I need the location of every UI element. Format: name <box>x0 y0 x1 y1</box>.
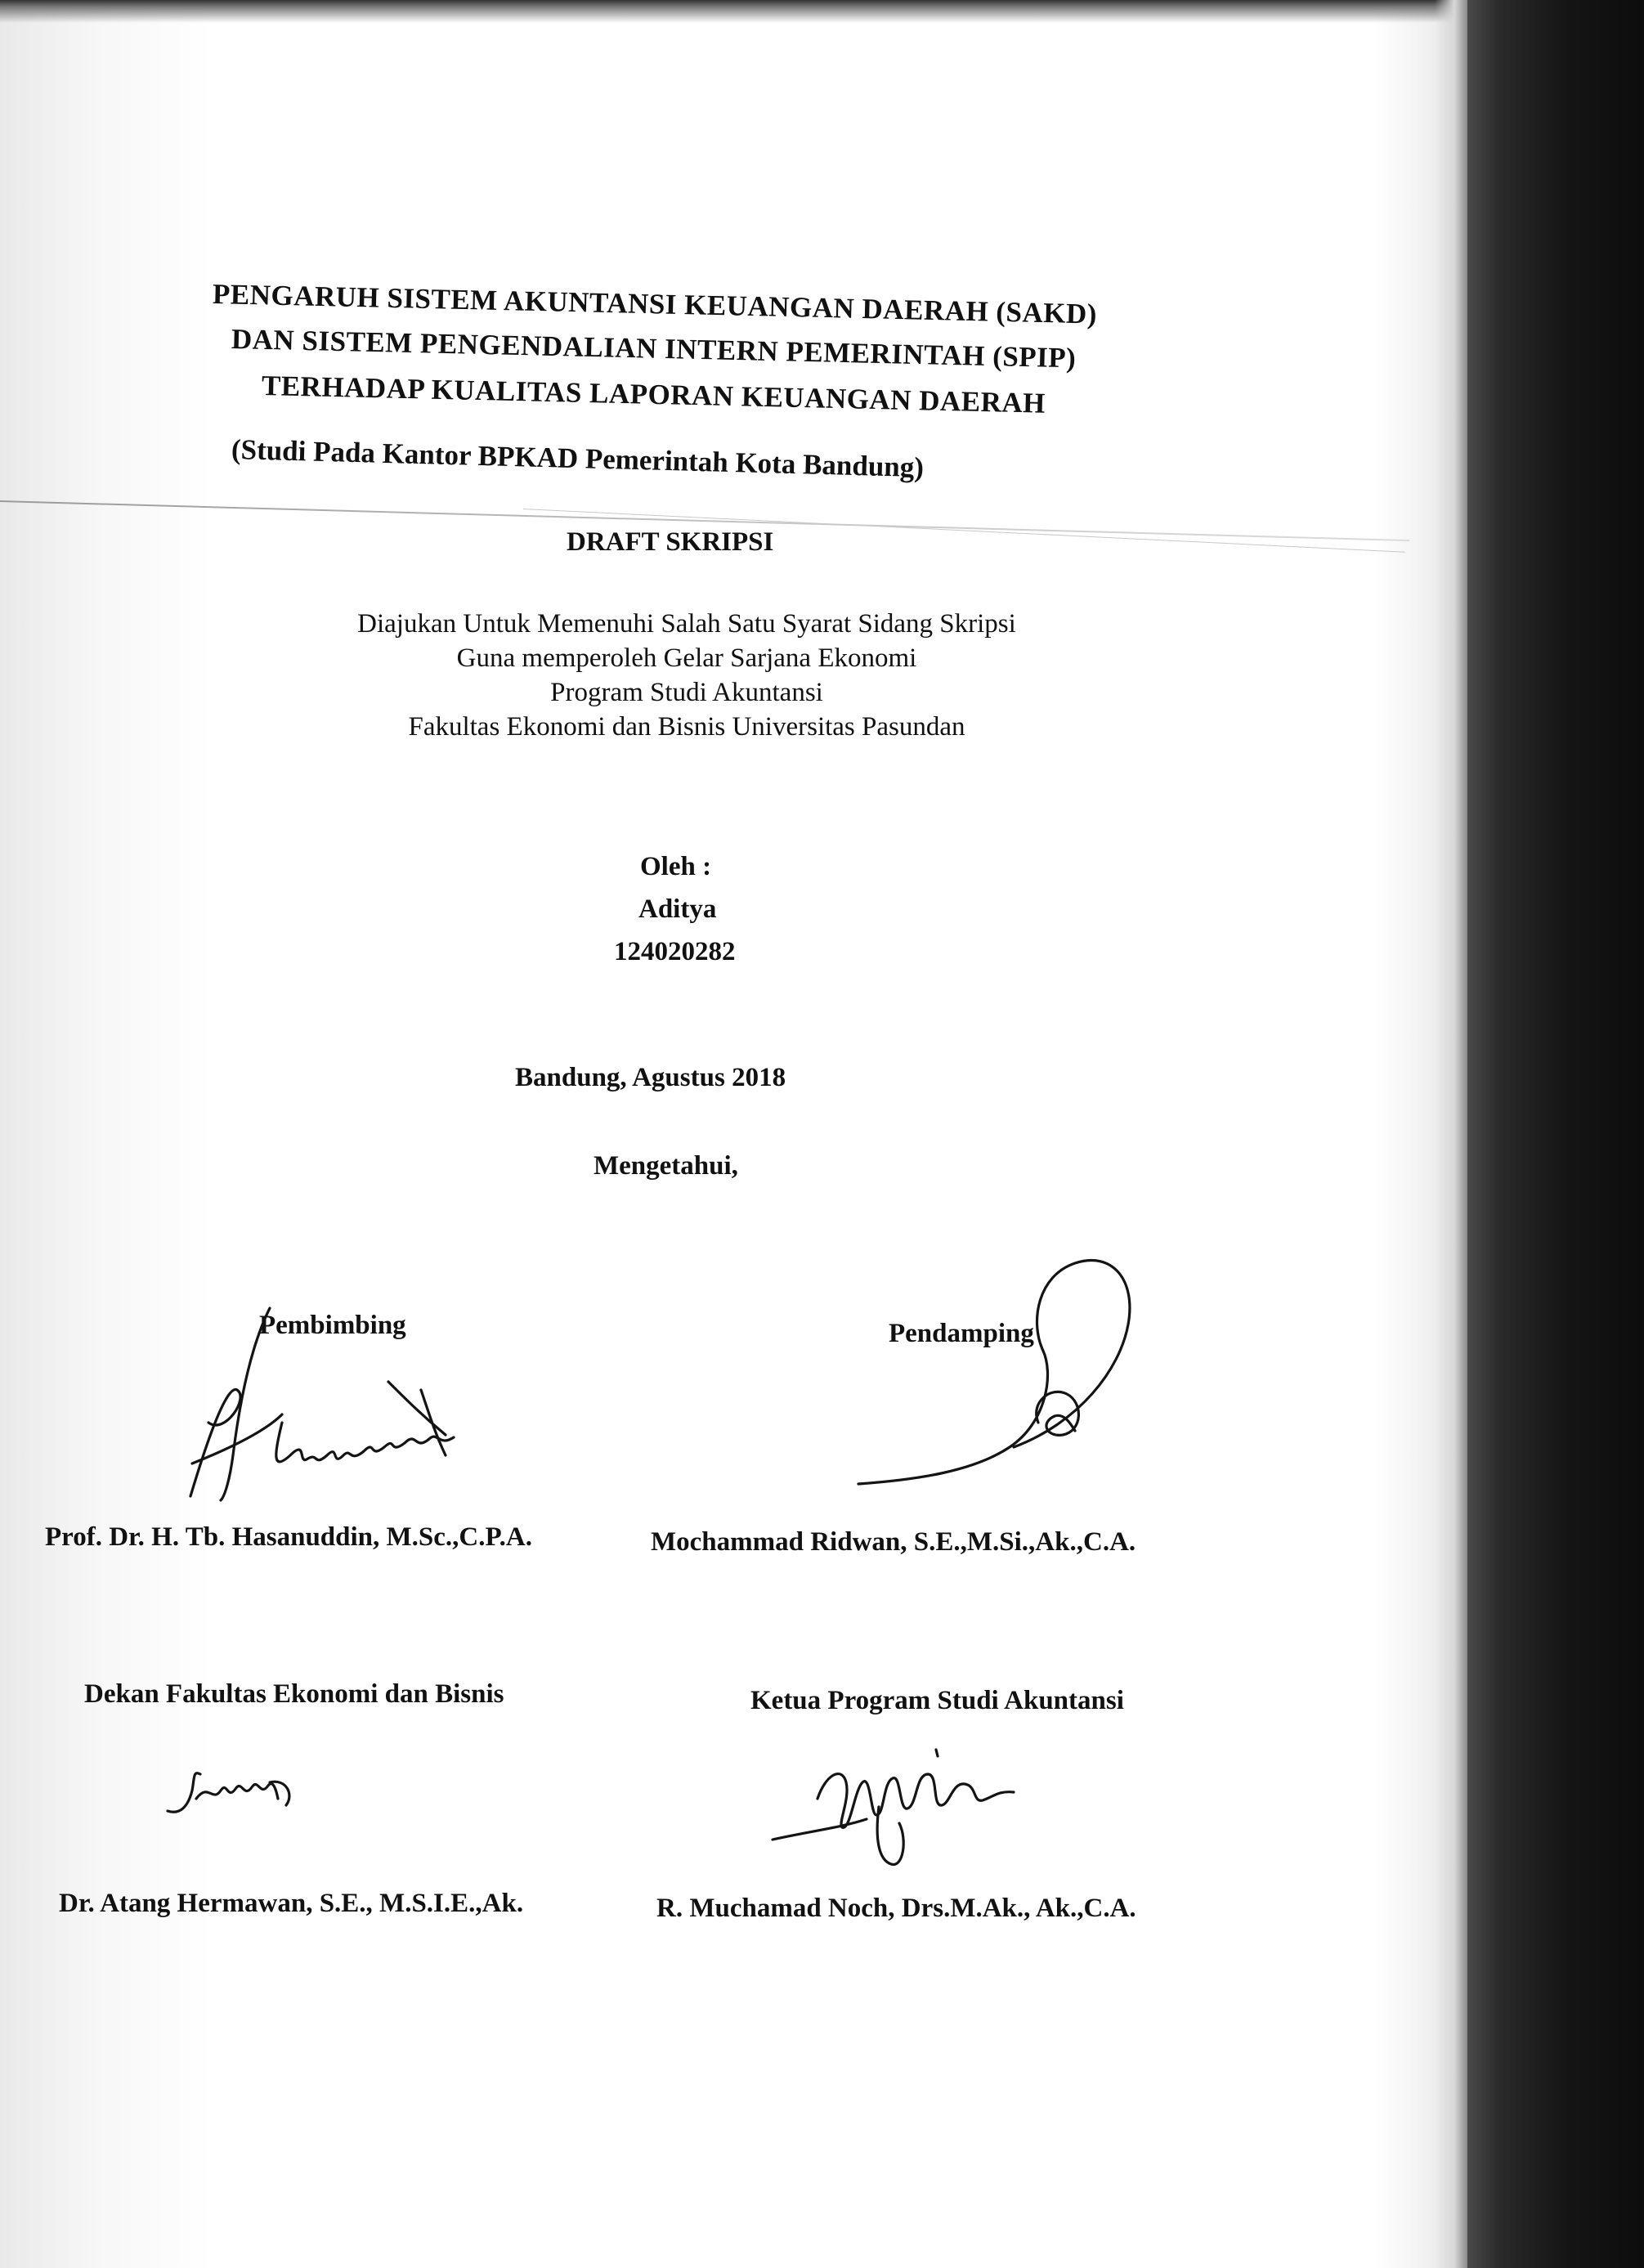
advisor-role: Pembimbing <box>259 1311 406 1340</box>
by-label: Oleh : <box>640 852 712 881</box>
study-location: (Studi Pada Kantor BPKAD Pemerintah Kota Bandung) <box>231 433 925 484</box>
purpose-line-4: Fakultas Ekonomi dan Bisnis Universitas Pasundan <box>408 712 965 742</box>
program-head-role: Ketua Program Studi Akuntansi <box>750 1686 1124 1715</box>
document-type: DRAFT SKRIPSI <box>567 527 774 557</box>
co-advisor-signature <box>850 1235 1145 1496</box>
acknowledged-label: Mengetahui, <box>594 1151 738 1181</box>
purpose-line-2: Guna memperoleh Gelar Sarjana Ekonomi <box>456 643 917 673</box>
place-date: Bandung, Agustus 2018 <box>515 1063 786 1092</box>
program-head-name: R. Muchamad Noch, Drs.M.Ak., Ak.,C.A. <box>656 1894 1136 1923</box>
student-id: 124020282 <box>614 937 736 966</box>
purpose-block <box>278 607 1095 744</box>
dean-signature <box>164 1758 311 1823</box>
program-head-signature <box>768 1733 1030 1872</box>
purpose-line-3: Program Studi Akuntansi <box>550 678 823 707</box>
dean-role: Dekan Fakultas Ekonomi dan Bisnis <box>84 1679 504 1709</box>
title-line-3: TERHADAP KUALITAS LAPORAN KEUANGAN DAERAH <box>261 370 1046 419</box>
advisor-name: Prof. Dr. H. Tb. Hasanuddin, M.Sc.,C.P.A. <box>45 1522 532 1552</box>
title-line-2: DAN SISTEM PENGENDALIAN INTERN PEMERINTAH (SPIP) <box>231 323 1077 374</box>
co-advisor-name: Mochammad Ridwan, S.E.,M.Si.,Ak.,C.A. <box>651 1527 1136 1557</box>
scanner-backdrop <box>1467 0 1644 2268</box>
title-line-1: PENGARUH SISTEM AKUNTANSI KEUANGAN DAERAH (SAKD) <box>212 278 1098 330</box>
co-advisor-role: Pendamping <box>889 1319 1034 1348</box>
purpose-line-1: Diajukan Untuk Memenuhi Salah Satu Syarat Sidang Skripsi <box>357 609 1016 639</box>
advisor-signature <box>176 1292 503 1504</box>
author-name: Aditya <box>638 894 717 924</box>
dean-name: Dr. Atang Hermawan, S.E., M.S.I.E.,Ak. <box>59 1889 524 1918</box>
